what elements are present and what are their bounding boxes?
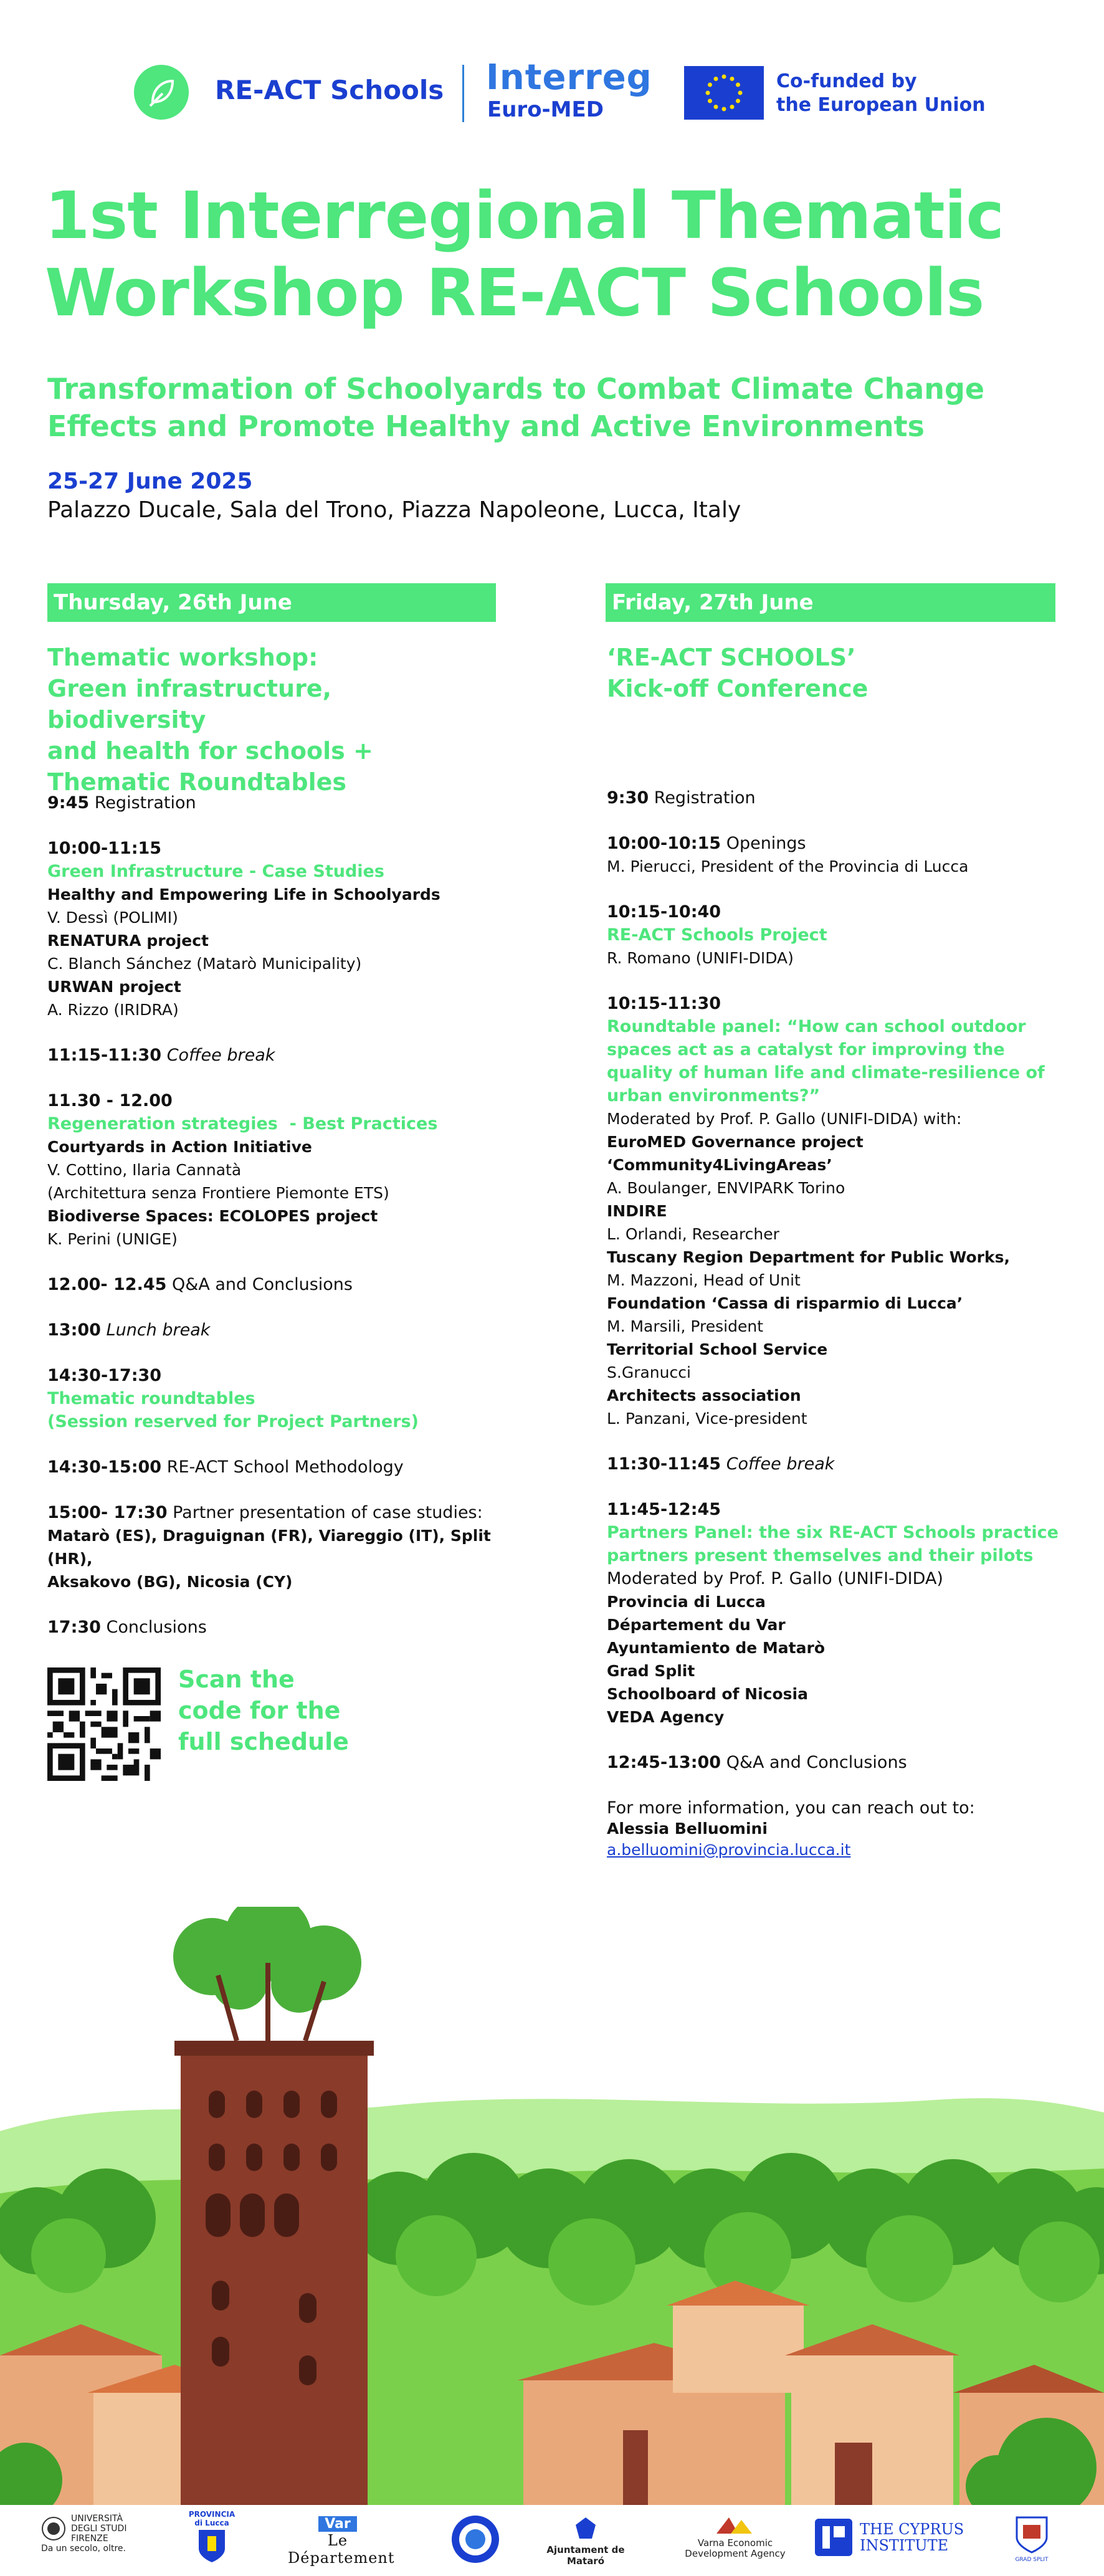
item-label: Lunch break (106, 1320, 211, 1340)
speaker: R. Romano (UNIFI-DIDA) (607, 949, 794, 967)
day1-band: Thursday, 26th June (47, 583, 496, 622)
item-label: Registration (654, 788, 756, 808)
schedule-item (47, 1456, 508, 1479)
departement-var-logo (288, 2516, 395, 2567)
item-time: 11:30-11:45 (607, 1454, 721, 1474)
schedule-item (47, 1273, 508, 1296)
panelist: L. Panzani, Vice-president (607, 1410, 807, 1428)
item-title: Green Infrastructure - Case Studies (47, 862, 384, 881)
schedule-item (607, 1453, 1068, 1476)
item-label: Openings (726, 834, 806, 853)
item-time: 10:00-10:15 (607, 834, 721, 853)
item-time: 12:45-13:00 (607, 1753, 721, 1772)
day2-band: Friday, 27th June (606, 583, 1055, 622)
provincia-line: di Lucca (194, 2519, 229, 2527)
contact-email-link[interactable]: a.belluomini@provincia.lucca.it (607, 1841, 851, 1859)
page-subtitle (47, 370, 1075, 445)
schedule-item (47, 1616, 508, 1639)
subtitle-line2: Effects and Promote Healthy and Active Environments (47, 409, 925, 443)
partner: VEDA Agency (607, 1708, 725, 1726)
item-time: 9:30 (607, 788, 649, 808)
qr-caption-line: Scan the (178, 1666, 295, 1693)
day1-schedule (47, 791, 508, 1661)
event-venue: Palazzo Ducale, Sala del Trono, Piazza Napoleone, Lucca, Italy (47, 497, 741, 523)
item-time: 13:00 (47, 1320, 101, 1340)
item-title: partners present themselves and their pilots (607, 1546, 1034, 1565)
item-time: 10:00-11:15 (47, 839, 162, 858)
var-badge: Var (318, 2516, 357, 2532)
talk-title: RENATURA project (47, 932, 209, 950)
qr-caption-line: full schedule (178, 1728, 349, 1755)
item-label: Coffee break (726, 1454, 835, 1474)
item-time: 12.00- 12.45 (47, 1275, 167, 1294)
item-label: Registration (94, 793, 196, 813)
item-title: (Session reserved for Project Partners) (47, 1412, 419, 1431)
mataro-text: Ajuntament de Mataró (546, 2544, 625, 2567)
cofunded-line2: the European Union (776, 94, 986, 116)
qr-code-icon (47, 1667, 161, 1781)
item-time: 11:15-11:30 (47, 1046, 162, 1065)
item-label: Conclusions (106, 1618, 207, 1637)
item-time: 10:15-11:30 (607, 994, 721, 1013)
day1-title-line: Green infrastructure, biodiversity (47, 675, 332, 733)
schedule-item (47, 1364, 508, 1433)
header-divider (462, 65, 464, 122)
speaker: (Architettura senza Frontiere Piemonte ETS) (47, 1184, 389, 1202)
varna-line: Development Agency (685, 2548, 786, 2559)
cofunded-line1: Co-funded by (776, 70, 917, 92)
unifi-seal-icon (41, 2516, 66, 2541)
project-name: RE-ACT Schools (215, 75, 444, 105)
eu-flag-icon (684, 66, 764, 120)
item-time: 17:30 (47, 1618, 101, 1637)
cofunded-text (776, 70, 986, 117)
item-title: Regeneration strategies - Best Practices (47, 1114, 438, 1133)
talk-title: Courtyards in Action Initiative (47, 1138, 312, 1156)
event-date: 25-27 June 2025 (47, 469, 253, 494)
unifi-line: DEGLI STUDI (71, 2524, 127, 2534)
contact-info: For more information, you can reach out to: (607, 1798, 975, 1818)
qr-code[interactable] (47, 1667, 161, 1781)
varna-line: Varna Economic (697, 2537, 773, 2549)
title-line2: Workshop RE-ACT Schools (45, 255, 984, 331)
speaker: A. Rizzo (IRIDRA) (47, 1001, 179, 1019)
day2-schedule (607, 786, 1068, 1861)
item-label: Q&A and Conclusions (172, 1275, 353, 1294)
schedule-item (47, 1501, 508, 1593)
moderator: Moderated by Prof. P. Gallo (UNIFI-DIDA) (607, 1569, 943, 1588)
partner: Provincia di Lucca (607, 1593, 766, 1611)
item-title: Roundtable panel: “How can school outdoor (607, 1017, 1026, 1036)
item-label: Partner presentation of case studies: (173, 1503, 483, 1522)
day2-title-line: ‘RE-ACT SCHOOLS’ (607, 644, 856, 671)
provincia-lucca-logo (187, 2510, 237, 2566)
item-label: RE-ACT School Methodology (166, 1457, 404, 1477)
schedule-item (607, 786, 1068, 809)
grad-split-logo (1013, 2515, 1050, 2563)
panelist-org: Tuscany Region Department for Public Works, (607, 1248, 1010, 1266)
day1-title (47, 642, 496, 798)
schedule-item (607, 1498, 1068, 1729)
speaker: V. Cottino, Ilaria Cannatà (47, 1161, 242, 1179)
cyprus-line: INSTITUTE (860, 2537, 949, 2554)
panelist: L. Orlandi, Researcher (607, 1225, 779, 1243)
item-title: quality of human life and climate-resilience of (607, 1063, 1045, 1082)
schedule-item (47, 1089, 508, 1251)
unifi-logo (41, 2514, 147, 2554)
qr-caption (178, 1664, 349, 1757)
panelist-org: INDIRE (607, 1202, 667, 1220)
item-label: Coffee break (166, 1046, 275, 1065)
item-time: 11.30 - 12.00 (47, 1091, 173, 1110)
speaker: C. Blanch Sánchez (Matarò Municipality) (47, 955, 362, 973)
item-time: 14:30-15:00 (47, 1457, 162, 1477)
panelist-org: Architects association (607, 1386, 801, 1405)
case-studies: Aksakovo (BG), Nicosia (CY) (47, 1573, 293, 1591)
day1-title-line: Thematic Roundtables (47, 768, 347, 796)
partner: Département du Var (607, 1616, 786, 1634)
day1-title-line: Thematic workshop: (47, 644, 318, 671)
veda-seal-logo (450, 2514, 501, 2567)
cyprus-line: THE CYPRUS (860, 2521, 964, 2538)
item-label: Q&A and Conclusions (726, 1753, 907, 1772)
varna-agency-logo (673, 2515, 797, 2559)
ajuntament-mataro-logo (530, 2516, 642, 2567)
day2-title-line: Kick-off Conference (607, 675, 868, 702)
react-schools-logo (134, 65, 189, 120)
qr-caption-line: code for the (178, 1697, 341, 1724)
schedule-item (47, 837, 508, 1021)
item-title: Partners Panel: the six RE-ACT Schools practice (607, 1523, 1059, 1542)
unifi-line: UNIVERSITÀ (71, 2514, 123, 2524)
schedule-item (607, 992, 1068, 1430)
case-studies: Matarò (ES), Draguignan (FR), Viareggio (IT), Split (HR), (47, 1527, 491, 1568)
schedule-item (607, 900, 1068, 970)
item-time: 11:45-12:45 (607, 1500, 721, 1519)
schedule-item (47, 1319, 508, 1342)
item-title: Thematic roundtables (47, 1389, 255, 1408)
mataro-crest-icon (573, 2516, 598, 2541)
cyprus-institute-icon (814, 2517, 854, 2557)
talk-title: URWAN project (47, 978, 181, 996)
schedule-item (47, 1044, 508, 1067)
speaker: K. Perini (UNIGE) (47, 1230, 178, 1248)
moderator: Moderated by Prof. P. Gallo (UNIFI-DIDA) with: (607, 1110, 962, 1128)
panelist: A. Boulanger, ENVIPARK Torino (607, 1179, 845, 1197)
day1-title-line: and health for schools + (47, 737, 373, 765)
speaker: V. Dessì (POLIMI) (47, 909, 178, 927)
partner: Ayuntamiento de Matarò (607, 1639, 825, 1657)
split-text: GRAD SPLIT (1015, 2557, 1049, 2563)
panelist: M. Mazzoni, Head of Unit (607, 1271, 801, 1289)
veda-seal-icon (450, 2514, 501, 2565)
day2-title (607, 642, 1055, 704)
provincia-line: PROVINCIA (188, 2510, 236, 2519)
talk-title: Biodiverse Spaces: ECOLOPES project (47, 1207, 378, 1225)
partner: Grad Split (607, 1662, 695, 1680)
leaf-icon (134, 65, 189, 120)
panelist-org: EuroMED Governance project ‘Community4LivingAreas’ (607, 1133, 864, 1174)
contact-name: Alessia Belluomini (607, 1820, 768, 1838)
item-title: spaces act as a catalyst for improving the (607, 1040, 1005, 1059)
talk-title: Healthy and Empowering Life in Schoolyards (47, 885, 440, 904)
panelist-org: Foundation ‘Cassa di risparmio di Lucca’ (607, 1294, 963, 1312)
title-line1: 1st Interregional Thematic (45, 178, 1004, 254)
cyprus-institute-logo (814, 2517, 982, 2557)
split-crest-icon (1014, 2515, 1049, 2554)
page-title (45, 177, 1073, 332)
schedule-item (607, 1751, 1068, 1774)
lucca-illustration (0, 1907, 1104, 2505)
footer-logos (0, 2505, 1104, 2576)
panelist: M. Marsili, President (607, 1317, 764, 1335)
interreg-logo: Interreg (486, 57, 652, 98)
departement-text: Le Département (288, 2532, 395, 2567)
item-title: urban environments?” (607, 1086, 821, 1105)
guinigi-tower-illustration (0, 1907, 1104, 2505)
item-time: 14:30-17:30 (47, 1366, 162, 1385)
item-time: 9:45 (47, 793, 90, 813)
item-time: 15:00- 17:30 (47, 1503, 168, 1522)
speaker: M. Pierucci, President of the Provincia di Lucca (607, 857, 969, 875)
panelist: S.Granucci (607, 1363, 691, 1381)
item-title: RE-ACT Schools Project (607, 925, 827, 945)
schedule-item (47, 791, 508, 814)
panelist-org: Territorial School Service (607, 1340, 828, 1358)
schedule-item (607, 832, 1068, 878)
item-time: 10:15-10:40 (607, 902, 721, 922)
subtitle-line1: Transformation of Schoolyards to Combat Climate Change (47, 372, 985, 406)
provincia-crest-icon (196, 2527, 227, 2564)
interreg-sub: Euro-MED (487, 97, 604, 122)
varna-logo-icon (713, 2515, 757, 2535)
unifi-tagline: Da un secolo, oltre. (41, 2544, 126, 2554)
partner: Schoolboard of Nicosia (607, 1685, 808, 1703)
contact-block (607, 1796, 1068, 1861)
unifi-line: FIRENZE (71, 2534, 108, 2544)
